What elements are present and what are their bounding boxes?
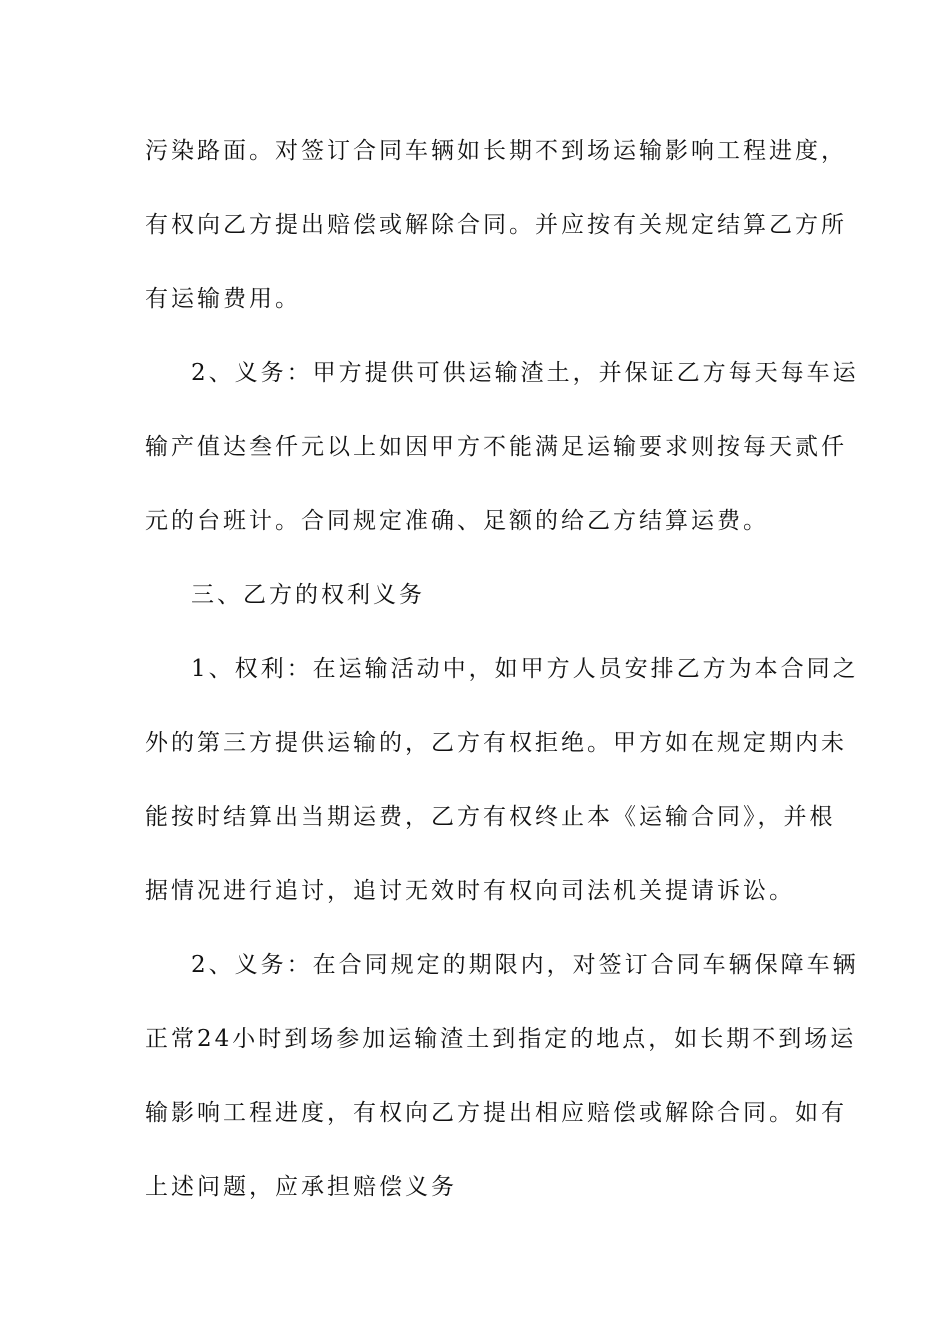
text-line: 能按时结算出当期运费，乙方有权终止本《运输合同》，并根 [145, 804, 836, 830]
text-line: 输产值达叁仟元以上如因甲方不能满足运输要求则按每天贰仟 [145, 434, 847, 460]
text-line: 有权向乙方提出赔偿或解除合同。并应按有关规定结算乙方所 [145, 212, 847, 238]
section-heading: 三、乙方的权利义务 [191, 582, 425, 608]
text-line: 外的第三方提供运输的，乙方有权拒绝。甲方如在规定期内未 [145, 730, 847, 756]
text-line: 元的台班计。合同规定准确、足额的给乙方结算运费。 [145, 508, 769, 534]
text-line: 有运输费用。 [145, 286, 301, 312]
text-line: 据情况进行追讨，追讨无效时有权向司法机关提请诉讼。 [145, 878, 795, 904]
contract-text [145, 114, 859, 1224]
text-line: 污染路面。对签订合同车辆如长期不到场运输影响工程进度， [145, 138, 847, 164]
paragraph-start-line: 2、义务：甲方提供可供运输渣土，并保证乙方每天每车运 [191, 360, 859, 386]
text-line: 正常24小时到场参加运输渣土到指定的地点，如长期不到场运 [145, 1026, 857, 1052]
text-line: 上述问题，应承担赔偿义务 [145, 1174, 457, 1200]
paragraph-start-line: 1、权利：在运输活动中，如甲方人员安排乙方为本合同之 [191, 656, 859, 682]
paragraph-start-line: 2、义务：在合同规定的期限内，对签订合同车辆保障车辆 [191, 952, 859, 978]
text-line: 输影响工程进度，有权向乙方提出相应赔偿或解除合同。如有 [145, 1100, 847, 1126]
